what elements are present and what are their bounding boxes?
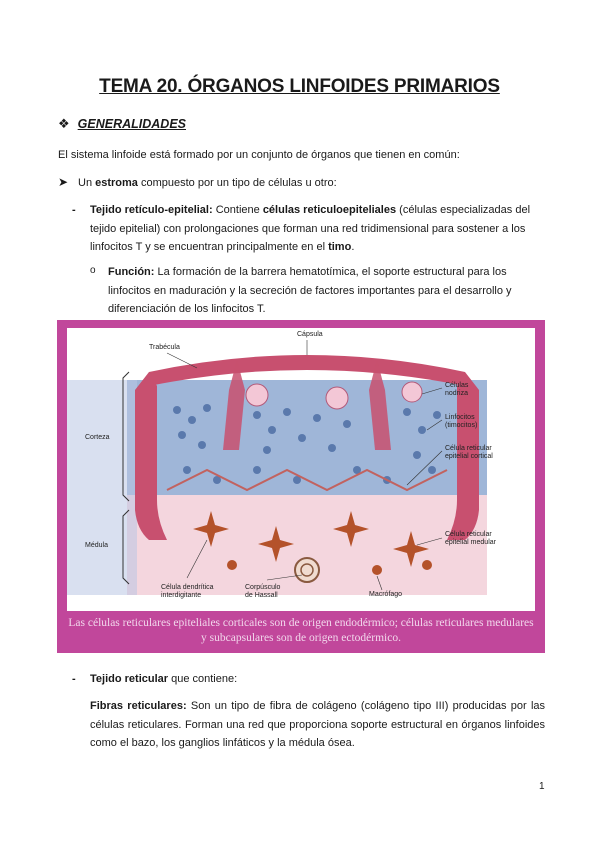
page-title: TEMA 20. ÓRGANOS LINFOIDES PRIMARIOS <box>99 76 500 97</box>
thymus-illustration <box>57 320 545 653</box>
label-macrofago: Macrófago <box>369 591 403 598</box>
diamond-bullet-icon: ❖ <box>58 116 70 131</box>
tejido-reticulo-term: Tejido retículo-epitelial: <box>90 204 213 216</box>
text-span: Contiene <box>212 204 263 216</box>
figure-caption: Las células reticulares epiteliales corticales son de origen endodérmico; células reticulares medulares y subcapsulares son de origen ectodérmico. <box>68 617 534 644</box>
dash-bullet: - <box>72 204 76 216</box>
label-medula: Médula <box>85 542 108 549</box>
label-dendritica: Célula dendrítica interdigitante <box>161 584 214 599</box>
bold-span: timo <box>328 241 352 253</box>
stroma-bullet <box>58 173 337 193</box>
label-hassall: Corpúsculo de Hassall <box>245 584 281 599</box>
arrow-bullet-icon: ➤ <box>58 175 69 189</box>
label-corteza: Corteza <box>85 434 110 441</box>
stroma-pre: Un <box>78 177 96 189</box>
fibras-paragraph <box>90 697 545 753</box>
label-celula-medular: Célula reticular epitelial medular <box>445 531 496 546</box>
label-capsula: Cápsula <box>297 331 323 338</box>
section-heading <box>58 116 186 132</box>
tejido-reticulo-paragraph <box>90 201 545 257</box>
page-number: 1 <box>539 781 545 792</box>
text-span: . <box>351 241 355 253</box>
stroma-post: compuesto por un tipo de células u otro: <box>137 177 337 189</box>
tejido-reticular-line <box>90 670 545 689</box>
bold-span: células reticuloepiteliales <box>262 204 397 216</box>
label-trabecula: Trabécula <box>149 344 180 351</box>
label-linfocitos: Linfocitos (timocitos) <box>445 414 478 429</box>
o-bullet: o <box>90 265 96 276</box>
fibras-term: Fibras reticulares: <box>90 700 187 712</box>
intro-paragraph: El sistema linfoide está formado por un conjunto de órganos que tienen en común: <box>58 149 460 161</box>
funcion-paragraph <box>108 263 545 319</box>
label-celulas-nodriza: Células nodriza <box>445 382 469 397</box>
label-celula-cortical: Célula reticular epitelial cortical <box>445 445 493 460</box>
fibras-text: Son un tipo de fibra de colágeno (colágeno tipo III) producidas por las células reticulares. Forman una red que proporciona soporte estructural en órganos linfoides como el bazo, los ganglios linfáticos y la médula ósea. <box>90 700 545 749</box>
section-label: GENERALIDADES <box>77 117 186 131</box>
thymus-figure <box>57 320 545 653</box>
text-span: que contiene: <box>168 673 238 685</box>
text-span: (células especializadas del tejido epitelial) con prolongaciones que forman una red tridimensional para sostener a los linfocitos T y se encuentran principalmente en el <box>90 204 531 253</box>
funcion-text: La formación de la barrera hematotímica, el soporte estructural para los linfocitos en maduración y la secreción de factores importantes para el desarrollo y diferenciación de los linfocitos T. <box>108 266 512 315</box>
stroma-bold: estroma <box>95 177 138 189</box>
dash-bullet: - <box>72 673 76 685</box>
funcion-term: Función: <box>108 266 155 278</box>
tejido-reticular-term: Tejido reticular <box>90 673 169 685</box>
